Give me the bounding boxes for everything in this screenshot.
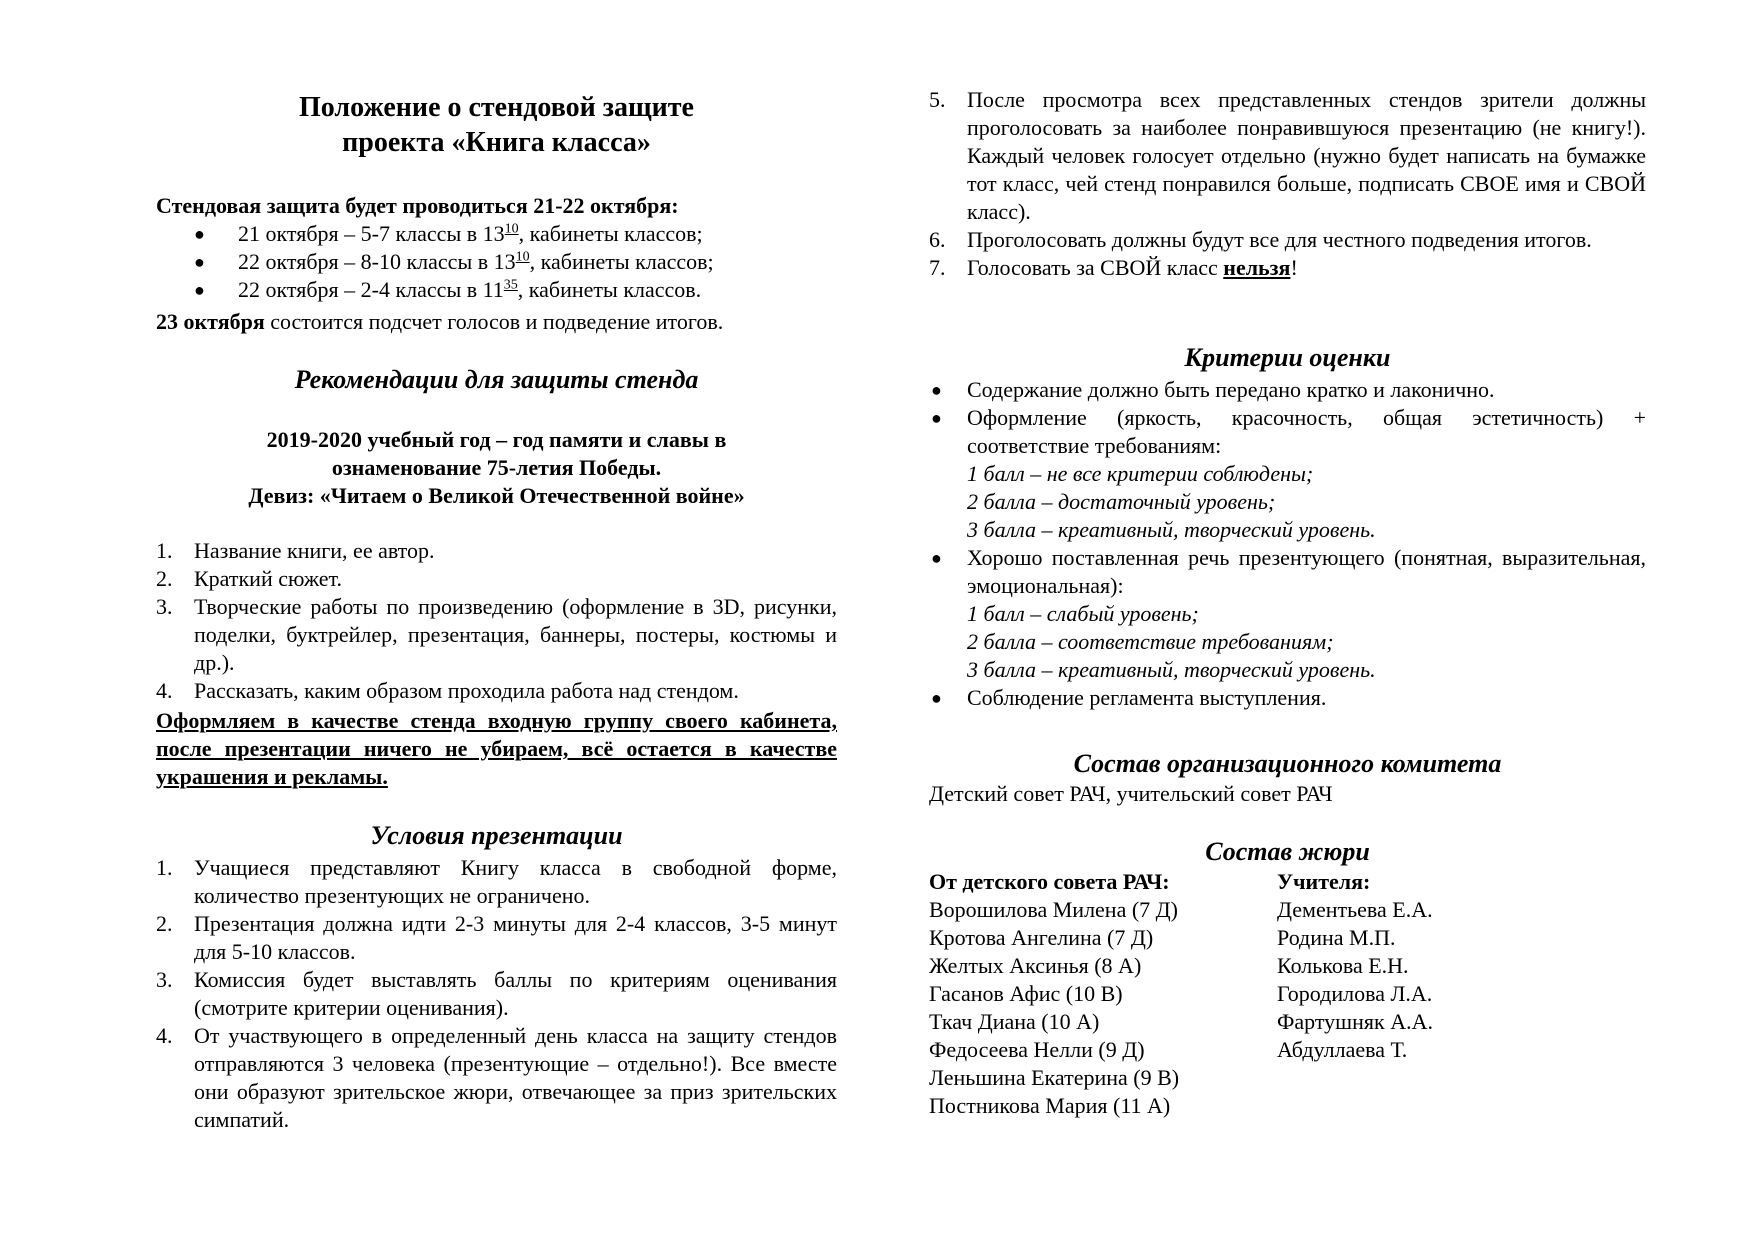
score-line: 2 балла – достаточный уровень; [967, 489, 1276, 514]
criteria-heading: Критерии оценки [1184, 343, 1391, 372]
recommendations-heading: Рекомендации для защиты стенда [294, 365, 699, 394]
schedule-item: ● 22 октября – 2-4 классы в $11^{35}$, кабинеты классов. [194, 277, 702, 302]
document-title [156, 90, 837, 160]
committee-text: Детский совет РАЧ, учительский совет РАЧ [929, 781, 1333, 806]
bullet-icon: ● [931, 408, 942, 428]
list-item: 4. Рассказать, каким образом проходила работа над стендом. [156, 678, 739, 703]
jury-member: Постникова Мария (11 А) [929, 1093, 1171, 1118]
list-item: 1. Учащиеся представляют Книгу класса в свободной форме, количество презентующих не ограничено. [156, 855, 837, 908]
conditions-heading: Условия презентации [370, 821, 623, 850]
list-item: 2. Краткий сюжет. [156, 566, 343, 591]
score-line: 3 балла – креативный, творческий уровень. [967, 657, 1376, 682]
jury-member: Федосеева Нелли (9 Д) [929, 1037, 1145, 1062]
score-line: 1 балл – не все критерии соблюдены; [967, 461, 1314, 486]
list-item: 2. Презентация должна идти 2-3 минуты для 2-4 классов, 3-5 минут для 5-10 классов. [156, 911, 837, 964]
jury-member: Леньшина Екатерина (9 В) [929, 1065, 1180, 1090]
criteria-item: ● Хорошо поставленная речь презентующего (понятная, выразительная, эмоциональная): 1 балл – слабый уровень; 2 балла – соответствие требованиям; 3 балла – креативный, творческий уровень. [931, 545, 1646, 682]
jury-heading: Состав жюри [1205, 837, 1370, 866]
list-item: 1. Название книги, ее автор. [156, 538, 435, 563]
jury-students-heading: От детского совета РАЧ: [929, 869, 1170, 894]
list-item: 5. После просмотра всех представленных стендов зрители должны проголосовать за наиболее понравившуюся презентацию (не книгу!). Каждый человек голосует отдельно (нужно будет написать на бумажке тот класс, чей стенд понравился больше, подписать СВОЕ имя и СВОЙ класс). [929, 87, 1646, 224]
recommendations-list [156, 537, 837, 705]
motto-block [156, 426, 837, 510]
conditions-list-part1 [156, 854, 837, 1134]
schedule-item: ● 21 октября – 5-7 классы в $13^{10}$, кабинеты классов; [194, 221, 703, 246]
bullet-icon: ● [194, 252, 205, 272]
criteria-list [929, 376, 1646, 712]
bullet-icon: ● [194, 280, 205, 300]
title-line-1: Положение о стендовой защите [299, 92, 694, 123]
bullet-icon: ● [194, 224, 205, 244]
list-item: 4. От участвующего в определенный день класса на защиту стендов отправляются 3 человека (презентующие – отдельно!). Все вместе они образуют зрительское жюри, отвечающее за приз зрительских симпатий. [156, 1023, 837, 1132]
jury-students-column [929, 868, 1179, 1120]
jury-member: Кротова Ангелина (7 Д) [929, 925, 1154, 950]
score-line: 1 балл – слабый уровень; [967, 601, 1199, 626]
criteria-item: ● Соблюдение регламента выступления. [931, 685, 1327, 710]
criteria-item: ● Оформление (яркость, красочность, общая эстетичность) + соответствие требованиям: 1 балл – не все критерии соблюдены; 2 балла – достаточный уровень; 3 балла – креативный, творческий уровень. [931, 405, 1646, 542]
jury-member: Ворошилова Милена (7 Д) [929, 897, 1179, 922]
bullet-icon: ● [931, 548, 942, 568]
stand-note: Оформляем в качестве стенда входную группу своего кабинета, после презентации ничего не убираем, всё остается в качестве украшения и рекламы. [156, 708, 837, 789]
title-line-2: проекта «Книга класса» [342, 127, 651, 158]
jury-member: Гасанов Афис (10 В) [929, 981, 1123, 1006]
jury-member: Фартушняк А.А. [1277, 1009, 1433, 1034]
jury-member: Колькова Е.Н. [1277, 953, 1409, 978]
jury-member: Родина М.П. [1277, 925, 1396, 950]
score-line: 3 балла – креативный, творческий уровень. [967, 517, 1376, 542]
schedule-item: ● 22 октября – 8-10 классы в $13^{10}$, кабинеты классов; [194, 249, 714, 274]
motto-line: 2019-2020 учебный год – год памяти и славы в [266, 427, 727, 452]
jury-member: Абдуллаева Т. [1277, 1037, 1408, 1062]
score-line: 2 балла – соответствие требованиям; [967, 629, 1334, 654]
jury-teachers-heading: Учителя: [1277, 869, 1371, 894]
list-item: 7. Голосовать за СВОЙ класс нельзя! [929, 255, 1298, 280]
committee-heading: Состав организационного комитета [1073, 749, 1502, 778]
schedule-list [156, 220, 837, 304]
list-item: 6. Проголосовать должны будут все для честного подведения итогов. [929, 227, 1592, 252]
motto-line: ознаменование 75-летия Победы. [331, 455, 662, 480]
motto-line: Девиз: «Читаем о Великой Отечественной войне» [248, 483, 745, 508]
jury-teachers-column [1277, 868, 1433, 1064]
criteria-item: ● Содержание должно быть передано кратко и лаконично. [931, 377, 1495, 402]
schedule-intro: Стендовая защита будет проводиться 21-22 октября: [156, 193, 679, 218]
jury-member: Желтых Аксинья (8 А) [929, 953, 1142, 978]
jury-member: Городилова Л.А. [1277, 981, 1433, 1006]
jury-member: Ткач Диана (10 А) [929, 1009, 1100, 1034]
jury-member: Дементьева Е.А. [1277, 897, 1433, 922]
bullet-icon: ● [931, 380, 942, 400]
list-item: 3. Творческие работы по произведению (оформление в 3D, рисунки, поделки, буктрейлер, презентация, баннеры, постеры, костюмы и др.). [156, 594, 837, 675]
conditions-list-part2 [929, 86, 1646, 282]
bullet-icon: ● [931, 688, 942, 708]
schedule-result: 23 октября состоится подсчет голосов и подведение итогов. [156, 309, 724, 334]
list-item: 3. Комиссия будет выставлять баллы по критериям оценивания (смотрите критерии оценивания). [156, 967, 837, 1020]
